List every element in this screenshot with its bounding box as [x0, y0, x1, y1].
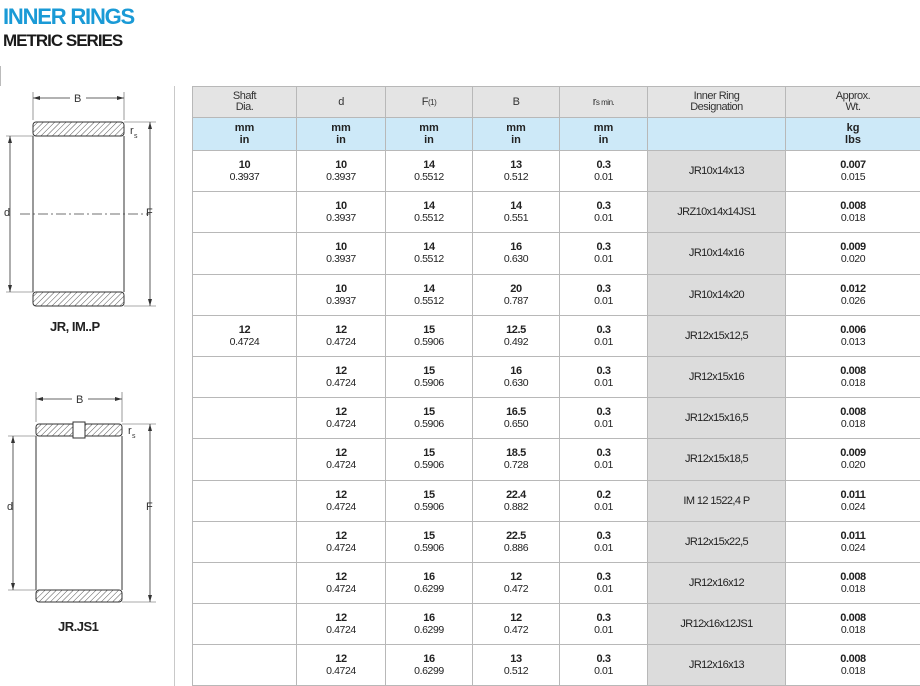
- cell-b: [473, 521, 560, 562]
- cell-value-metric: 12: [335, 612, 347, 625]
- cell-value-metric: 0.3: [596, 159, 611, 172]
- cell-value-imperial: 0.492: [503, 335, 529, 348]
- cell-value-imperial: 0.01: [594, 541, 613, 554]
- table-row: [193, 439, 920, 480]
- figure-jr-im-p: [0, 86, 170, 346]
- cell-shaft: [193, 521, 297, 562]
- cell-value-imperial: 0.4724: [326, 377, 356, 390]
- cell-value-imperial: 0.3937: [326, 212, 356, 225]
- cell-designation: JR10x14x16: [648, 233, 786, 274]
- cell-designation: JR12x16x12: [648, 562, 786, 603]
- cell-rs: [560, 233, 648, 274]
- cell-value-metric: 12: [510, 570, 522, 583]
- cell-value-imperial: 0.4724: [326, 541, 356, 554]
- cell-b: [473, 645, 560, 686]
- cell-value-imperial: 0.4724: [326, 582, 356, 595]
- cell-weight: [786, 151, 920, 192]
- cell-d: [297, 356, 386, 397]
- cell-value-imperial: 0.01: [594, 665, 613, 678]
- cell-value-metric: 12: [335, 447, 347, 460]
- cell-value-imperial: 0.018: [840, 212, 866, 225]
- cell-shaft: [193, 398, 297, 439]
- unit-rs: mm in: [560, 118, 648, 151]
- cell-weight: [786, 356, 920, 397]
- cell-value-metric: 15: [423, 365, 435, 378]
- cell-value-metric: 16.5: [506, 406, 526, 419]
- cell-f: [386, 480, 473, 521]
- cell-value-imperial: 0.015: [840, 171, 866, 184]
- cell-rs: [560, 356, 648, 397]
- cell-b: [473, 315, 560, 356]
- cell-value-metric: 12: [335, 653, 347, 666]
- cell-value-metric: 12.5: [506, 323, 526, 336]
- cell-d: [297, 192, 386, 233]
- cell-value-imperial: 0.728: [503, 459, 529, 472]
- cell-value-imperial: 0.3937: [326, 253, 356, 266]
- cell-value-metric: 15: [423, 488, 435, 501]
- cell-value-imperial: 0.4724: [326, 418, 356, 431]
- cell-weight: [786, 315, 920, 356]
- unit-d: mm in: [297, 118, 386, 151]
- cell-value-imperial: 0.020: [840, 253, 866, 266]
- cell-f: [386, 604, 473, 645]
- cell-value-imperial: 0.5906: [414, 335, 444, 348]
- cell-value-imperial: 0.6299: [414, 582, 444, 595]
- cell-weight: [786, 192, 920, 233]
- cell-value-metric: 13: [510, 653, 522, 666]
- col-header-b: B: [473, 87, 560, 118]
- cell-d: [297, 439, 386, 480]
- cell-d: [297, 233, 386, 274]
- cell-value-imperial: 0.01: [594, 171, 613, 184]
- cell-rs: [560, 274, 648, 315]
- cell-value-metric: 16: [510, 365, 522, 378]
- cell-designation: JR10x14x20: [648, 274, 786, 315]
- page-title: INNER RINGS: [3, 4, 135, 29]
- cell-value-metric: 0.008: [840, 612, 866, 625]
- cell-d: [297, 562, 386, 603]
- cell-value-metric: 12: [510, 612, 522, 625]
- cell-value-metric: 0.008: [840, 365, 866, 378]
- dim-label-rs: r: [128, 425, 132, 437]
- cell-rs: [560, 192, 648, 233]
- cell-value-metric: 12: [335, 323, 347, 336]
- cell-shaft: [193, 151, 297, 192]
- col-header-weight: Approx. Wt.: [786, 87, 920, 118]
- cell-f: [386, 274, 473, 315]
- cell-d: [297, 521, 386, 562]
- cell-value-imperial: 0.4724: [326, 665, 356, 678]
- cell-rs: [560, 315, 648, 356]
- cell-value-imperial: 0.630: [503, 253, 529, 266]
- dim-label-d: d: [7, 501, 14, 513]
- dim-label-b: B: [74, 93, 82, 105]
- cell-f: [386, 398, 473, 439]
- cell-value-metric: 15: [423, 323, 435, 336]
- col-header-designation: Inner Ring Designation: [648, 87, 786, 118]
- unit-shaft: mm in: [193, 118, 297, 151]
- cell-value-metric: 16: [510, 241, 522, 254]
- cell-value-metric: 10: [335, 282, 347, 295]
- cell-value-metric: 22.5: [506, 529, 526, 542]
- divider: [0, 66, 1, 86]
- cell-rs: [560, 562, 648, 603]
- cell-value-metric: 15: [423, 447, 435, 460]
- cell-d: [297, 480, 386, 521]
- cell-f: [386, 645, 473, 686]
- cell-value-metric: 16: [423, 612, 435, 625]
- figure-caption: JR, IM..P: [50, 319, 100, 334]
- cell-value-metric: 14: [423, 241, 435, 254]
- cell-b: [473, 356, 560, 397]
- cell-value-metric: 12: [335, 488, 347, 501]
- cell-f: [386, 151, 473, 192]
- cell-value-imperial: 0.5906: [414, 377, 444, 390]
- cell-value-metric: 16: [423, 653, 435, 666]
- table-row: [193, 645, 920, 686]
- cell-value-imperial: 0.3937: [229, 171, 260, 184]
- cell-shaft: [193, 233, 297, 274]
- col-header-f: F(1): [386, 87, 473, 118]
- cell-designation: JR10x14x13: [648, 151, 786, 192]
- cell-value-imperial: 0.01: [594, 253, 613, 266]
- cell-value-imperial: 0.5512: [414, 253, 444, 266]
- cell-value-imperial: 0.5906: [414, 459, 444, 472]
- cell-b: [473, 192, 560, 233]
- cell-value-metric: 0.3: [596, 365, 611, 378]
- inner-rings-table: [192, 86, 920, 686]
- table-row: [193, 233, 920, 274]
- cell-value-metric: 14: [423, 159, 435, 172]
- cell-value-imperial: 0.650: [503, 418, 529, 431]
- cell-value-metric: 0.3: [596, 200, 611, 213]
- table-row: [193, 192, 920, 233]
- cell-value-metric: 0.3: [596, 447, 611, 460]
- cell-d: [297, 151, 386, 192]
- cell-value-metric: 0.3: [596, 282, 611, 295]
- cell-value-imperial: 0.5906: [414, 500, 444, 513]
- cell-designation: IM 12 1522,4 P: [648, 480, 786, 521]
- cell-value-metric: 0.3: [596, 570, 611, 583]
- cell-value-imperial: 0.787: [503, 294, 529, 307]
- cell-value-imperial: 0.472: [503, 624, 529, 637]
- unit-b: mm in: [473, 118, 560, 151]
- cell-shaft: [193, 645, 297, 686]
- dim-label-rs-sub: s: [134, 133, 138, 140]
- cell-value-metric: 12: [335, 406, 347, 419]
- cell-b: [473, 151, 560, 192]
- cell-value-imperial: 0.5906: [414, 418, 444, 431]
- unit-designation: [648, 118, 786, 151]
- unit-weight: kg lbs: [786, 118, 920, 151]
- unit-f: mm in: [386, 118, 473, 151]
- cell-value-metric: 0.008: [840, 200, 866, 213]
- cell-value-imperial: 0.3937: [326, 294, 356, 307]
- cell-value-imperial: 0.3937: [326, 171, 356, 184]
- cell-value-metric: 0.3: [596, 612, 611, 625]
- cell-value-metric: 0.3: [596, 241, 611, 254]
- cell-value-imperial: 0.020: [840, 459, 866, 472]
- cell-value-imperial: 0.018: [840, 582, 866, 595]
- cell-value-imperial: 0.026: [840, 294, 866, 307]
- cell-value-metric: 16: [423, 570, 435, 583]
- cell-f: [386, 233, 473, 274]
- cell-weight: [786, 562, 920, 603]
- figure-jr-js1: [0, 386, 170, 646]
- cell-value-imperial: 0.5512: [414, 171, 444, 184]
- cell-f: [386, 192, 473, 233]
- cell-value-metric: 13: [510, 159, 522, 172]
- cell-d: [297, 645, 386, 686]
- cell-weight: [786, 439, 920, 480]
- cell-value-imperial: 0.024: [840, 500, 866, 513]
- cell-value-imperial: 0.882: [503, 500, 529, 513]
- cell-value-metric: 0.012: [840, 282, 866, 295]
- cell-value-imperial: 0.01: [594, 294, 613, 307]
- cell-value-imperial: 0.6299: [414, 624, 444, 637]
- cell-value-metric: 14: [423, 200, 435, 213]
- table-row: [193, 521, 920, 562]
- cell-designation: JR12x15x16,5: [648, 398, 786, 439]
- cell-value-metric: 14: [423, 282, 435, 295]
- cell-value-imperial: 0.01: [594, 624, 613, 637]
- cell-value-imperial: 0.6299: [414, 665, 444, 678]
- table-row: [193, 562, 920, 603]
- cell-value-metric: 12: [335, 529, 347, 542]
- cell-weight: [786, 521, 920, 562]
- cell-weight: [786, 645, 920, 686]
- cell-value-metric: 0.2: [596, 488, 611, 501]
- dim-label-f: F: [146, 501, 153, 513]
- inner-rings-table-wrapper: [192, 86, 920, 686]
- cell-value-metric: 12: [335, 365, 347, 378]
- cell-value-metric: 10: [335, 241, 347, 254]
- units-row: [193, 118, 920, 151]
- cell-value-metric: 10: [238, 159, 251, 172]
- figures-panel: [0, 86, 175, 686]
- inner-ring-drawing-2: [0, 386, 170, 616]
- cell-value-imperial: 0.5906: [414, 541, 444, 554]
- cell-value-metric: 15: [423, 529, 435, 542]
- cell-weight: [786, 398, 920, 439]
- cell-value-imperial: 0.4724: [229, 335, 260, 348]
- dim-label-b: B: [76, 394, 84, 406]
- cell-f: [386, 439, 473, 480]
- cell-value-imperial: 0.512: [503, 665, 529, 678]
- cell-shaft: [193, 315, 297, 356]
- cell-f: [386, 562, 473, 603]
- cell-value-imperial: 0.630: [503, 377, 529, 390]
- cell-designation: JRZ10x14x14JS1: [648, 192, 786, 233]
- cell-value-metric: 0.011: [840, 488, 866, 501]
- cell-value-imperial: 0.01: [594, 582, 613, 595]
- cell-value-metric: 22.4: [506, 488, 526, 501]
- cell-shaft: [193, 439, 297, 480]
- table-row: [193, 274, 920, 315]
- cell-value-metric: 14: [510, 200, 522, 213]
- cell-rs: [560, 480, 648, 521]
- cell-value-metric: 0.006: [840, 323, 866, 336]
- dim-label-rs-sub: s: [132, 433, 136, 440]
- cell-value-metric: 0.3: [596, 406, 611, 419]
- cell-weight: [786, 604, 920, 645]
- cell-f: [386, 315, 473, 356]
- table-row: [193, 356, 920, 397]
- cell-value-metric: 0.008: [840, 570, 866, 583]
- cell-value-metric: 10: [335, 159, 347, 172]
- cell-shaft: [193, 562, 297, 603]
- cell-value-metric: 0.007: [840, 159, 866, 172]
- col-header-d: d: [297, 87, 386, 118]
- cell-designation: JR12x15x12,5: [648, 315, 786, 356]
- cell-value-metric: 0.3: [596, 653, 611, 666]
- dim-label-f: F: [146, 207, 153, 219]
- cell-value-imperial: 0.01: [594, 212, 613, 225]
- cell-b: [473, 480, 560, 521]
- cell-value-imperial: 0.4724: [326, 624, 356, 637]
- cell-b: [473, 274, 560, 315]
- cell-value-imperial: 0.024: [840, 541, 866, 554]
- cell-rs: [560, 398, 648, 439]
- cell-value-imperial: 0.01: [594, 459, 613, 472]
- header-row: [193, 87, 920, 118]
- cell-weight: [786, 233, 920, 274]
- cell-shaft: [193, 356, 297, 397]
- cell-value-imperial: 0.472: [503, 582, 529, 595]
- cell-designation: JR12x16x13: [648, 645, 786, 686]
- cell-b: [473, 439, 560, 480]
- cell-value-imperial: 0.018: [840, 418, 866, 431]
- cell-rs: [560, 521, 648, 562]
- dim-label-d: d: [4, 207, 11, 219]
- cell-value-imperial: 0.01: [594, 377, 613, 390]
- table-row: [193, 480, 920, 521]
- cell-rs: [560, 439, 648, 480]
- col-header-shaft: Shaft Dia.: [193, 87, 297, 118]
- inner-ring-drawing-1: [0, 86, 170, 316]
- cell-b: [473, 233, 560, 274]
- cell-value-imperial: 0.018: [840, 377, 866, 390]
- cell-shaft: [193, 274, 297, 315]
- cell-designation: JR12x16x12JS1: [648, 604, 786, 645]
- cell-rs: [560, 604, 648, 645]
- cell-value-imperial: 0.4724: [326, 335, 356, 348]
- cell-value-metric: 12: [238, 323, 251, 336]
- table-row: [193, 151, 920, 192]
- cell-value-metric: 15: [423, 406, 435, 419]
- col-header-rs: rs min.: [560, 87, 648, 118]
- cell-b: [473, 398, 560, 439]
- cell-value-metric: 0.008: [840, 653, 866, 666]
- cell-value-imperial: 0.01: [594, 418, 613, 431]
- page-subtitle: METRIC SERIES: [3, 31, 123, 50]
- cell-value-imperial: 0.018: [840, 665, 866, 678]
- cell-shaft: [193, 604, 297, 645]
- cell-weight: [786, 480, 920, 521]
- cell-value-metric: 0.009: [840, 241, 866, 254]
- figure-caption: JR.JS1: [58, 619, 99, 634]
- cell-designation: JR12x15x22,5: [648, 521, 786, 562]
- cell-value-imperial: 0.01: [594, 335, 613, 348]
- cell-rs: [560, 151, 648, 192]
- cell-designation: JR12x15x18,5: [648, 439, 786, 480]
- cell-value-imperial: 0.886: [503, 541, 529, 554]
- cell-f: [386, 356, 473, 397]
- cell-value-imperial: 0.551: [503, 212, 529, 225]
- cell-value-metric: 0.3: [596, 529, 611, 542]
- cell-value-imperial: 0.01: [594, 500, 613, 513]
- cell-value-metric: 0.011: [840, 529, 866, 542]
- cell-designation: JR12x15x16: [648, 356, 786, 397]
- cell-b: [473, 562, 560, 603]
- cell-value-imperial: 0.4724: [326, 459, 356, 472]
- cell-rs: [560, 645, 648, 686]
- cell-value-metric: 0.008: [840, 406, 866, 419]
- cell-d: [297, 604, 386, 645]
- cell-b: [473, 604, 560, 645]
- cell-weight: [786, 274, 920, 315]
- cell-value-imperial: 0.013: [840, 335, 866, 348]
- cell-d: [297, 274, 386, 315]
- cell-value-metric: 12: [335, 570, 347, 583]
- cell-value-metric: 20: [510, 282, 522, 295]
- cell-value-imperial: 0.512: [503, 171, 529, 184]
- cell-shaft: [193, 480, 297, 521]
- table-row: [193, 398, 920, 439]
- cell-value-metric: 18.5: [506, 447, 526, 460]
- cell-value-imperial: 0.018: [840, 624, 866, 637]
- cell-d: [297, 315, 386, 356]
- table-row: [193, 315, 920, 356]
- table-row: [193, 604, 920, 645]
- cell-shaft: [193, 192, 297, 233]
- cell-value-metric: 0.3: [596, 323, 611, 336]
- cell-value-imperial: 0.5512: [414, 212, 444, 225]
- cell-value-imperial: 0.4724: [326, 500, 356, 513]
- cell-value-metric: 10: [335, 200, 347, 213]
- cell-f: [386, 521, 473, 562]
- cell-value-metric: 0.009: [840, 447, 866, 460]
- dim-label-rs: r: [130, 125, 134, 137]
- table-body: [193, 151, 920, 686]
- cell-d: [297, 398, 386, 439]
- cell-value-imperial: 0.5512: [414, 294, 444, 307]
